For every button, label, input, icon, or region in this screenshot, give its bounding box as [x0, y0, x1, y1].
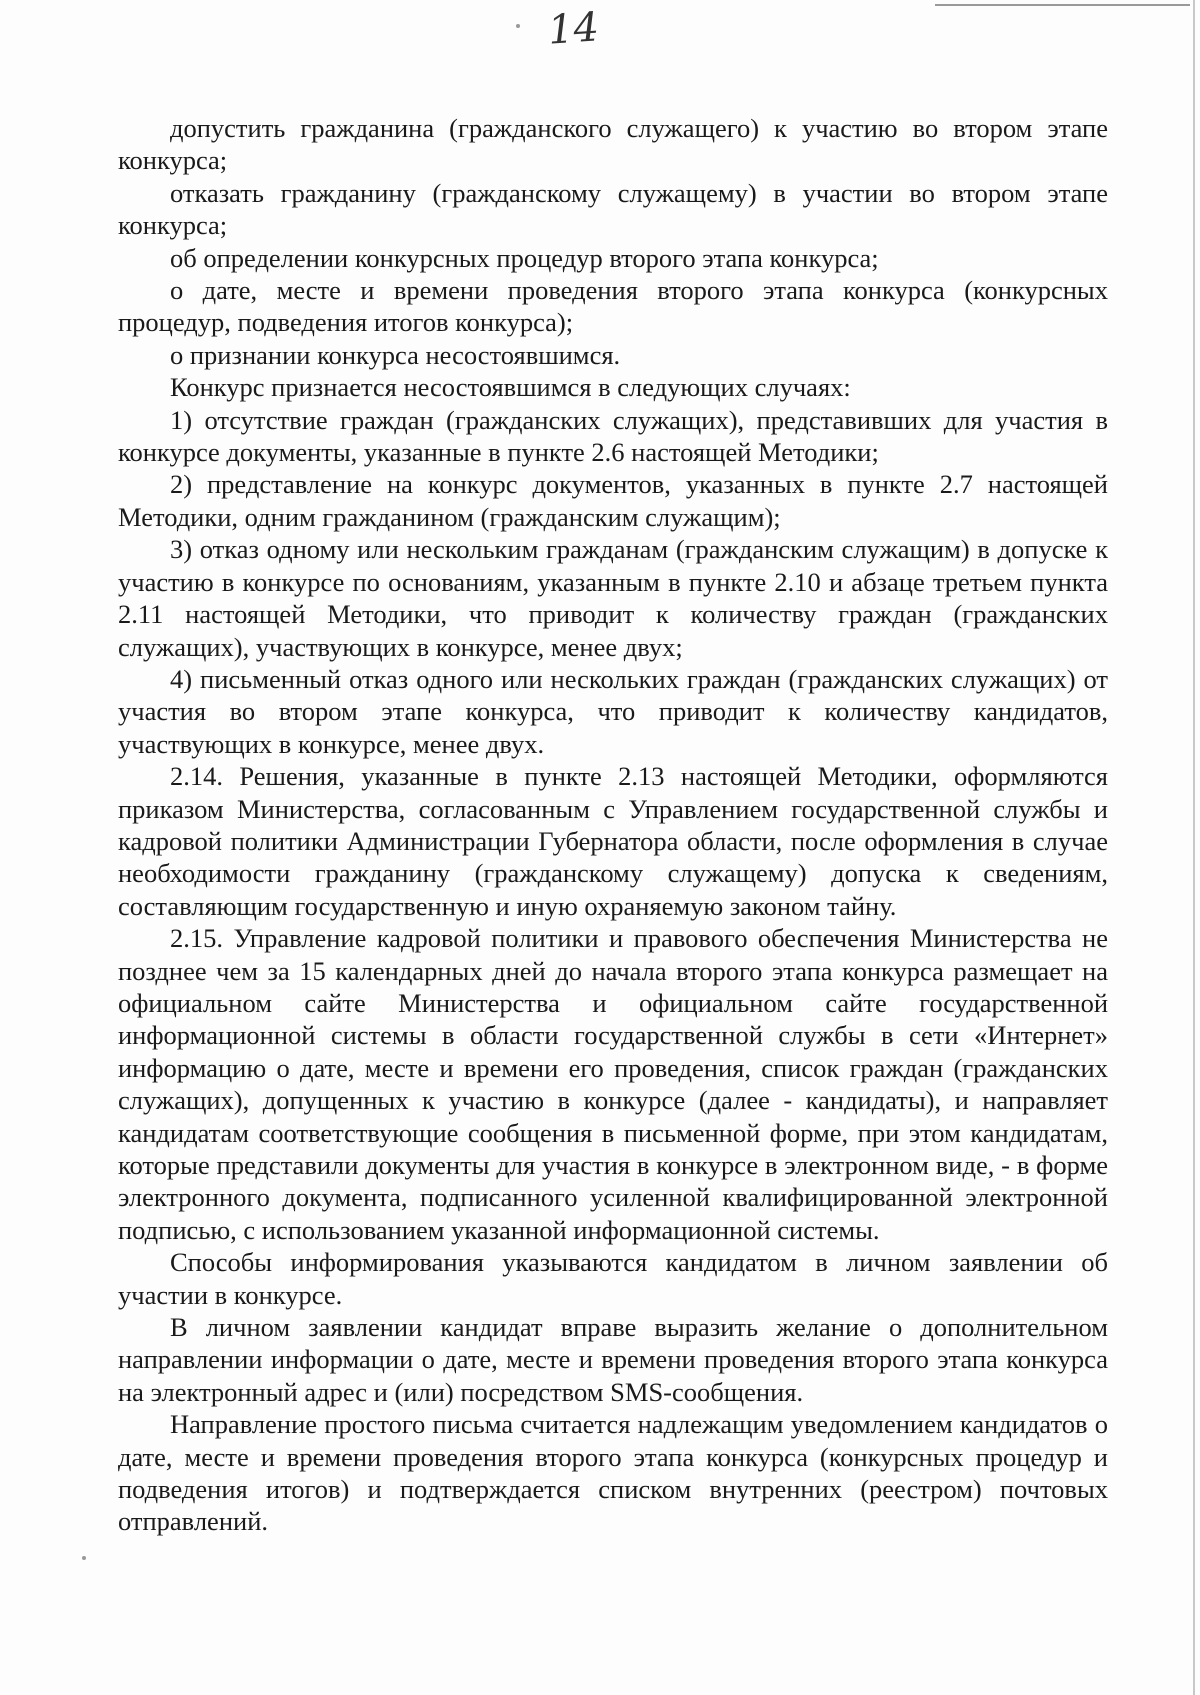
list-item: 2) представление на конкурс документов, указанных в пункте 2.7 настоящей Методики, одним гражданином (гражданским служащим);	[118, 469, 1108, 532]
page-number: 14	[546, 4, 601, 54]
paragraph: о дате, месте и времени проведения второго этапа конкурса (конкурсных процедур, подведения итогов конкурса);	[118, 275, 1108, 338]
scan-edge-line-right	[1193, 0, 1195, 1695]
paragraph: об определении конкурсных процедур второго этапа конкурса;	[170, 242, 879, 273]
list-item: 3) отказ одному или нескольким гражданам (гражданским служащим) в допуске к участию в конкурсе по основаниям, указанным в пункте 2.10 и абзаце третьем пункта 2.11 настоящей Методики, что приводит к количеству граждан (гражданских служащих), участвующих в конкурсе, менее двух;	[118, 534, 1108, 662]
paragraph: Направление простого письма считается надлежащим уведомлением кандидатов о дате, месте и времени проведения второго этапа конкурса (конкурсных процедур и подведения итогов) и подтверждается списком внутренних (реестром) почтовых отправлений.	[118, 1409, 1108, 1537]
list-item: 4) письменный отказ одного или нескольких граждан (гражданских служащих) от участия во втором этапе конкурса, что приводит к количеству кандидатов, участвующих в конкурсе, менее двух.	[118, 663, 1108, 759]
paragraph: Конкурс признается несостоявшимся в следующих случаях:	[170, 372, 851, 403]
document-body	[118, 112, 1108, 1538]
clause-2-14: 2.14. Решения, указанные в пункте 2.13 настоящей Методики, оформляются приказом Министерства, согласованным с Управлением государственной службы и кадровой политики Администрации Губернатора области, после оформления в случае необходимости гражданину (гражданскому служащему) допуска к сведениям, составляющим государственную и иную охраняемую законом тайну.	[118, 761, 1108, 921]
clause-2-15: 2.15. Управление кадровой политики и правового обеспечения Министерства не позднее чем за 15 календарных дней до начала второго этапа конкурса размещает на официальном сайте Министерства и официальном сайте государственной информационной системы в области государственной службы в сети «Интернет» информацию о дате, месте и времени его проведения, список граждан (гражданских служащих), допущенных к участию в конкурсе (далее - кандидаты), и направляет кандидатам соответствующие сообщения в письменной форме, при этом кандидатам, которые представили документы для участия в конкурсе в электронном виде, - в форме электронного документа, подписанного усиленной квалифицированной электронной подписью, с использованием указанной информационной системы.	[118, 923, 1108, 1245]
paragraph: В личном заявлении кандидат вправе выразить желание о дополнительном направлении информации о дате, месте и времени проведения второго этапа конкурса на электронный адрес и (или) посредством SMS-сообщения.	[118, 1312, 1108, 1407]
paragraph: отказать гражданину (гражданскому служащему) в участии во втором этапе конкурса;	[118, 177, 1108, 241]
scan-speck	[516, 24, 520, 28]
paragraph: Способы информирования указываются кандидатом в личном заявлении об участии в конкурсе.	[118, 1247, 1108, 1310]
scan-edge-line-top	[935, 4, 1190, 6]
list-item: 1) отсутствие граждан (гражданских служащих), представивших для участия в конкурсе документы, указанные в пункте 2.6 настоящей Методики;	[118, 404, 1108, 468]
scan-speck	[82, 1556, 86, 1560]
paragraph: о признании конкурса несостоявшимся.	[170, 339, 621, 370]
paragraph: допустить гражданина (гражданского служащего) к участию во втором этапе конкурса;	[118, 113, 1108, 176]
